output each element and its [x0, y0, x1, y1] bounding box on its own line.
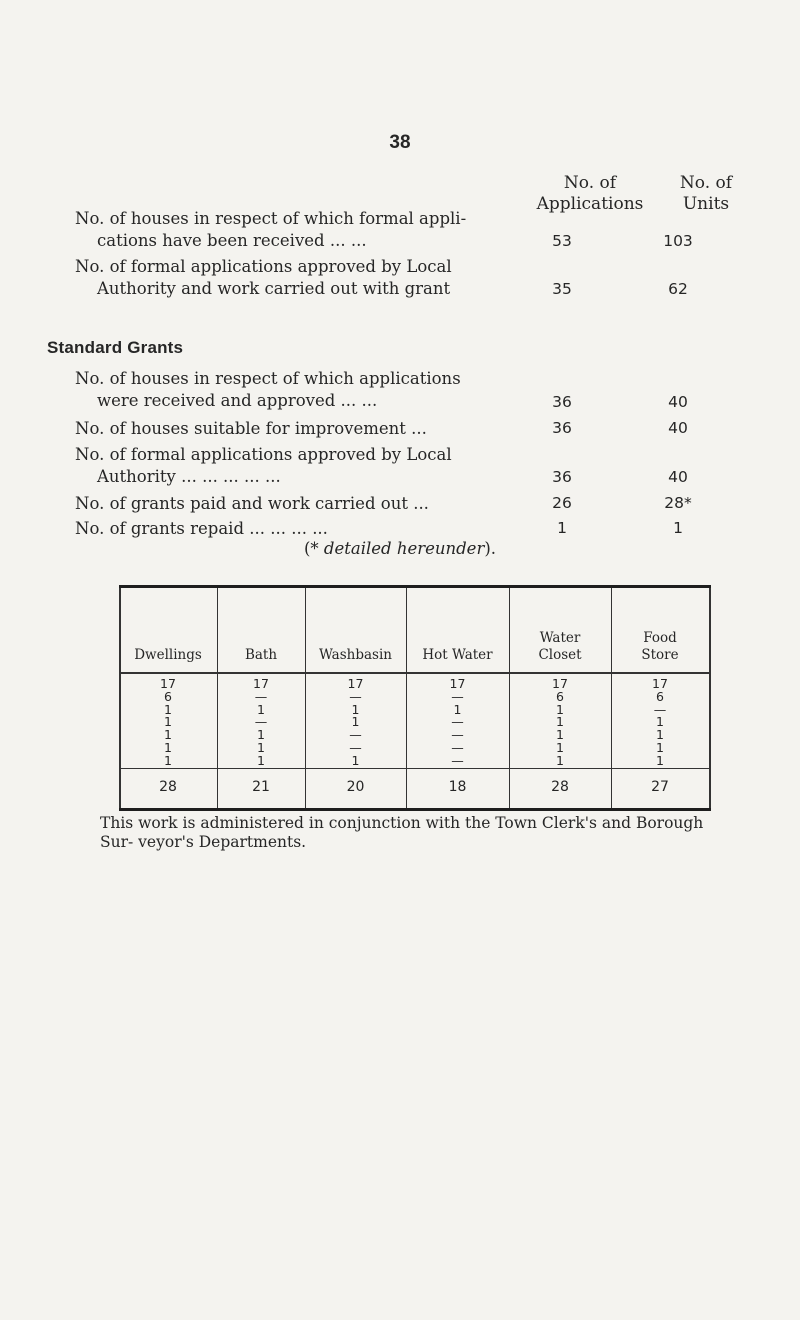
row-label-line1: No. of houses in respect of which applications — [75, 369, 461, 388]
applications-value: 26 — [552, 494, 572, 512]
row-label-line1: No. of grants paid and work carried out ... — [75, 494, 429, 513]
table-total-cell: 27 — [651, 779, 669, 795]
table-total-cell: 28 — [159, 779, 177, 795]
row-label-line2: Authority ... ... ... ... ... — [97, 467, 281, 486]
applications-value: 53 — [552, 232, 572, 250]
page-number: 38 — [389, 132, 411, 153]
table-cell: — — [653, 701, 667, 717]
table-cell: — — [451, 727, 464, 743]
table-cell: 1 — [257, 701, 265, 717]
header-hot-water: Hot Water — [422, 647, 493, 663]
header-washbasin: Washbasin — [318, 647, 392, 663]
row-label-line1: No. of formal applications approved by Local — [75, 257, 452, 276]
applications-value: 35 — [552, 280, 572, 298]
table-cell: — — [451, 714, 464, 730]
table-cell: — — [349, 727, 362, 743]
row-label-line2: Authority and work carried out with grant — [97, 279, 451, 298]
table-cell: 17 — [652, 676, 668, 691]
table-cell: 17 — [253, 676, 269, 691]
table-cell: 17 — [347, 676, 364, 691]
table-cell: — — [451, 688, 464, 704]
table-cell: — — [254, 714, 268, 730]
applications-value: 1 — [557, 519, 567, 537]
table-cell: 1 — [164, 727, 172, 743]
units-value: 103 — [663, 232, 693, 250]
improvements-table — [119, 585, 711, 811]
units-value: 40 — [668, 419, 688, 437]
table-cell: 1 — [556, 714, 564, 730]
table-cell: 1 — [556, 752, 564, 768]
table-cell: 6 — [556, 688, 564, 704]
footnote — [0, 539, 800, 558]
table-cell: 1 — [164, 740, 172, 755]
table-cell: — — [349, 688, 362, 704]
table-cell: 1 — [656, 727, 664, 743]
table-cell: 1 — [453, 701, 462, 717]
table-cell: 17 — [160, 676, 176, 691]
header-divider — [119, 672, 711, 674]
table-cell: 6 — [164, 688, 172, 704]
table-cell: 1 — [556, 740, 564, 755]
table-cell: 1 — [556, 727, 564, 743]
applications-value: 36 — [552, 419, 572, 437]
table-cell: 17 — [449, 676, 466, 691]
footer-paragraph: This work is administered in conjunction with the Town Clerk's and Borough Sur- veyor's Departments. — [100, 814, 704, 851]
table-cell: 1 — [656, 752, 664, 768]
units-value: 40 — [668, 393, 688, 411]
column-header-units: No. of Units — [679, 173, 733, 214]
table-cell: 1 — [164, 714, 172, 730]
table-total-cell: 21 — [252, 779, 270, 795]
row-label-line1: No. of houses suitable for improvement ... — [75, 419, 427, 438]
units-value: 28* — [664, 494, 692, 512]
table-cell: — — [254, 688, 268, 704]
table-total-cell: 28 — [551, 779, 569, 795]
table-cell: 1 — [351, 752, 360, 768]
table-cell: 1 — [351, 714, 360, 730]
table-border — [709, 588, 711, 808]
row-label-line1: No. of grants repaid ... ... ... ... — [75, 519, 328, 538]
units-value: 1 — [673, 519, 683, 537]
section-title: Standard Grants — [47, 338, 184, 357]
header-dwellings: Dwellings — [134, 647, 202, 663]
header-food-store: Food Store — [641, 630, 679, 663]
table-cell: 1 — [257, 740, 265, 755]
units-value: 62 — [668, 280, 688, 298]
table-cell: 1 — [164, 701, 172, 717]
totals-divider — [119, 768, 711, 769]
header-water-closet: Water Closet — [538, 630, 582, 663]
units-value: 40 — [668, 468, 688, 486]
table-total-cell: 20 — [346, 779, 365, 795]
applications-value: 36 — [552, 393, 572, 411]
table-cell: 1 — [556, 701, 564, 717]
applications-value: 36 — [552, 468, 572, 486]
footnote-italic: detailed hereunder — [323, 539, 485, 558]
header-bath: Bath — [244, 647, 278, 663]
table-cell: — — [451, 752, 464, 768]
footnote-prefix: (* — [303, 539, 324, 558]
table-cell: 1 — [257, 727, 265, 743]
table-cell: — — [451, 740, 464, 755]
table-cell: 1 — [164, 752, 172, 768]
table-cell: 1 — [656, 714, 664, 730]
table-cell: 1 — [351, 701, 360, 717]
row-label-line1: No. of houses in respect of which formal appli- — [75, 209, 467, 228]
footnote-suffix: ). — [484, 539, 497, 558]
table-cell: 6 — [656, 688, 664, 704]
table-cell: — — [349, 740, 362, 755]
table-cell: 1 — [656, 740, 664, 755]
table-cell: 17 — [552, 676, 568, 691]
column-header-applications: No. of Applications — [536, 173, 644, 214]
row-label-line1: No. of formal applications approved by Local — [75, 445, 452, 464]
row-label-line2: cations have been received ... ... — [97, 231, 367, 250]
table-total-cell: 18 — [448, 779, 467, 795]
row-label-line2: were received and approved ... ... — [97, 391, 378, 410]
table-cell: 1 — [257, 752, 265, 768]
